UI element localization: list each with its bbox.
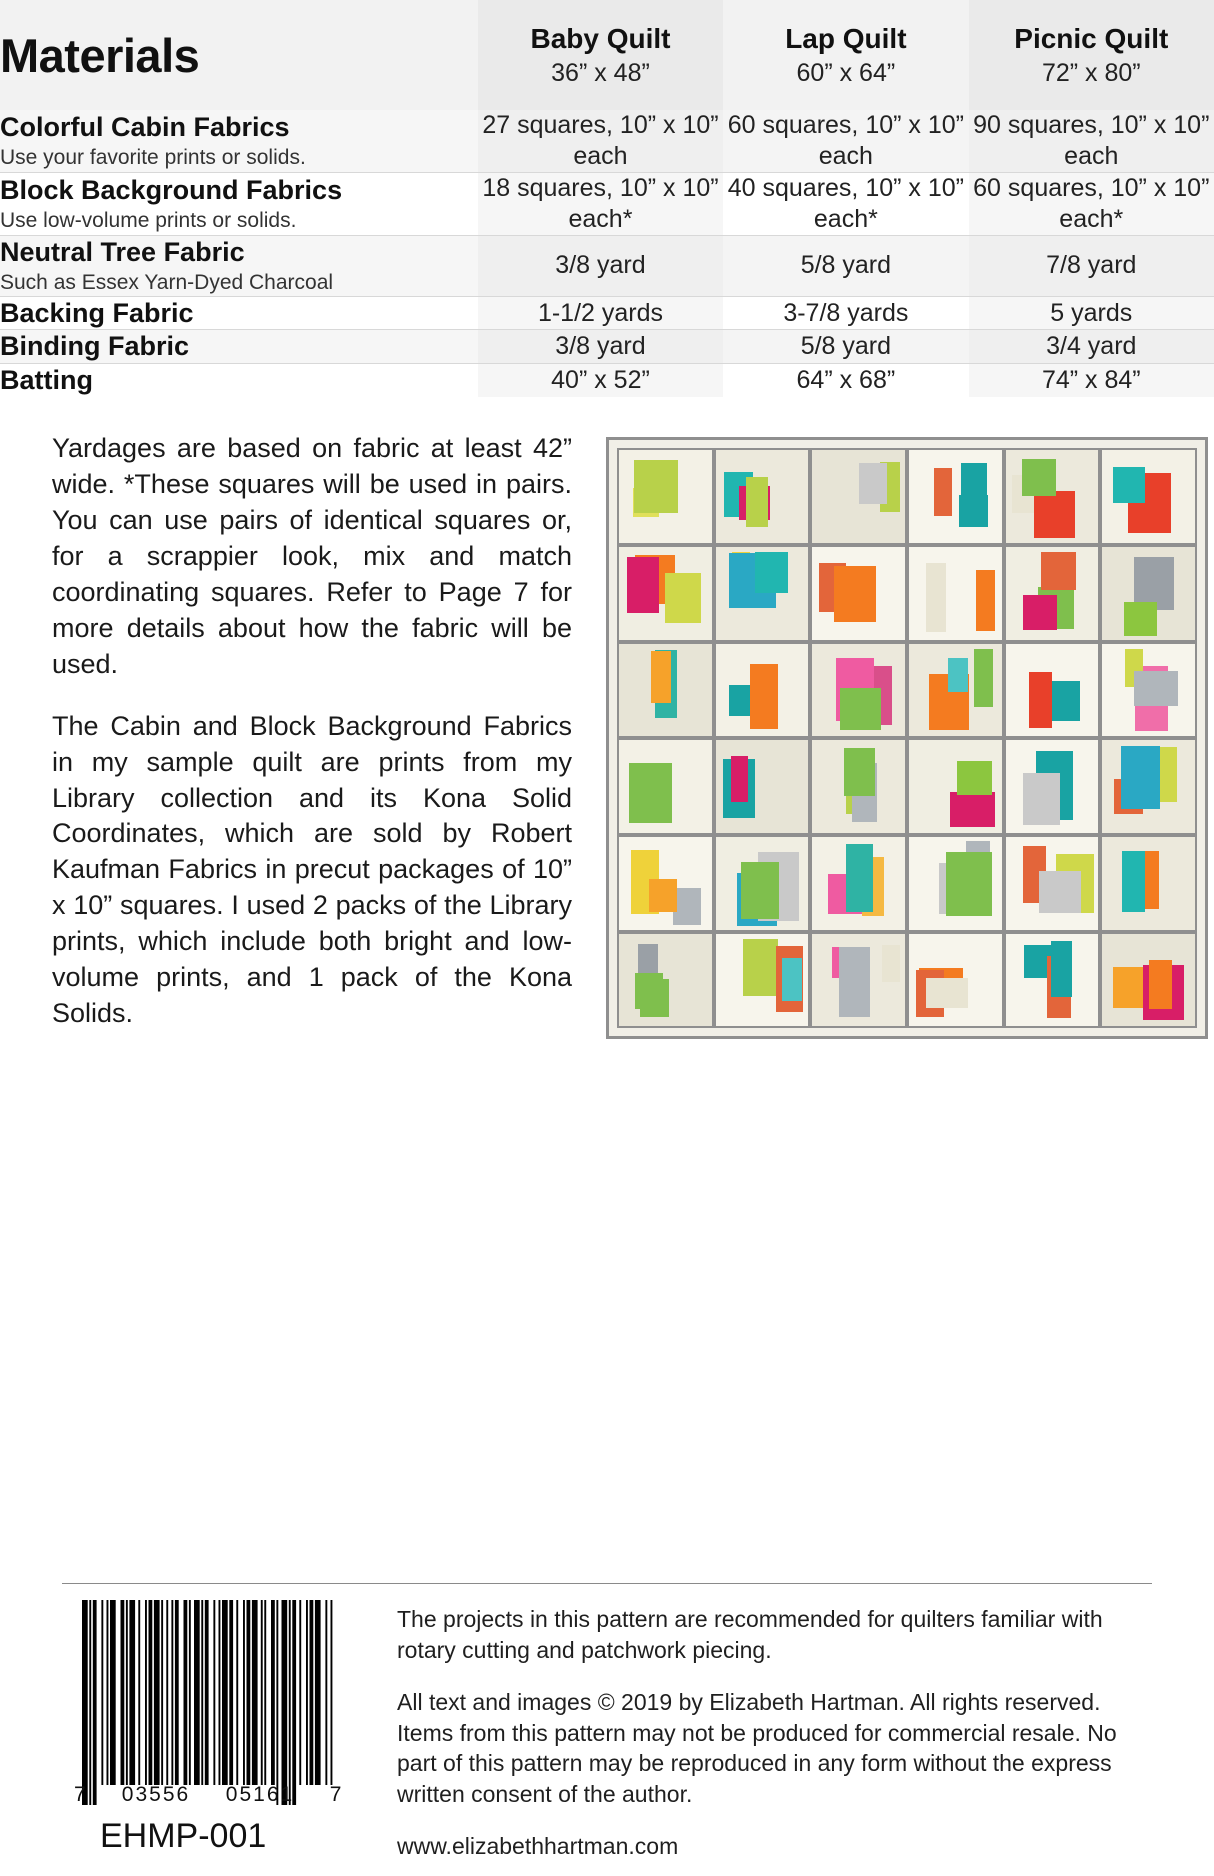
row-label-main: Colorful Cabin Fabrics: [0, 112, 290, 143]
barcode-digit-left: 7: [74, 1783, 87, 1806]
cell-neutral-tree-lap: 5/8 yard: [723, 236, 968, 297]
cell-neutral-tree-picnic: 7/8 yard: [969, 236, 1214, 297]
sku-code: EHMP-001: [100, 1817, 267, 1855]
column-header-baby-dims: 36” x 48”: [551, 58, 650, 87]
row-label-main: Backing Fabric: [0, 297, 194, 328]
cell-backing-lap: 3-7/8 yards: [723, 296, 968, 330]
cell-backing-baby: 1-1/2 yards: [478, 296, 723, 330]
column-header-lap-dims: 60” x 64”: [796, 58, 896, 87]
table-row: [0, 330, 1214, 364]
notes-column: [52, 431, 572, 1058]
column-header-picnic: [969, 0, 1214, 110]
note-paragraph-fabrics: The Cabin and Block Background Fabrics in my sample quilt are prints from my Library collection and its Kona Solid Coordinates, which are sold by Robert Kaufman Fabrics in precut packages of 10” x 10” squares. I used 2 packs of the Library prints, which include both bright and low-volume prints, and 1 pack of the Kona Solids.: [52, 710, 572, 1028]
cell-binding-picnic: 3/4 yard: [969, 330, 1214, 364]
row-label-sub: Use your favorite prints or solids.: [0, 146, 306, 170]
table-row: [0, 296, 1214, 330]
barcode-digit-right: 7: [329, 1783, 342, 1806]
quilt-blocks-canvas: [617, 448, 1197, 1028]
cell-colorful-cabin-picnic: 90 squares, 10” x 10” each: [969, 110, 1214, 173]
footer-divider: [62, 1583, 1152, 1584]
cell-block-background-picnic: 60 squares, 10” x 10” each*: [969, 173, 1214, 236]
barcode-digits: [74, 1783, 342, 1807]
cell-block-background-lap: 40 squares, 10” x 10” each*: [723, 173, 968, 236]
row-label-block-background: [0, 173, 478, 236]
cell-batting-picnic: 74” x 84”: [969, 364, 1214, 397]
table-row: [0, 364, 1214, 397]
row-label-batting: [0, 364, 478, 397]
cell-binding-lap: 5/8 yard: [723, 330, 968, 364]
barcode-digit-group-2: 05161: [225, 1783, 295, 1806]
cell-neutral-tree-baby: 3/8 yard: [478, 236, 723, 297]
table-header-row: [0, 0, 1214, 110]
sample-quilt-photo: [606, 437, 1208, 1039]
quilt-photo-column: [606, 431, 1202, 1039]
row-label-backing: [0, 296, 478, 330]
legal-column: [397, 1600, 1162, 1862]
cell-backing-picnic: 5 yards: [969, 296, 1214, 330]
cell-colorful-cabin-lap: 60 squares, 10” x 10” each: [723, 110, 968, 173]
column-header-lap-name: Lap Quilt: [785, 22, 907, 54]
cell-colorful-cabin-baby: 27 squares, 10” x 10” each: [478, 110, 723, 173]
barcode-column: [52, 1600, 367, 1862]
copyright-text: All text and images © 2019 by Elizabeth Hartman. All rights reserved. Items from this pattern may not be produced for commercial resale. No part of this pattern may be reproduced in any form without the express written consent of the author.: [397, 1689, 1117, 1807]
notes-and-photo-section: [0, 431, 1214, 1058]
row-label-colorful-cabin: [0, 110, 478, 173]
row-label-main: Block Background Fabrics: [0, 175, 343, 206]
note-paragraph-yardages: Yardages are based on fabric at least 42” wide. *These squares will be used in pairs. You can use pairs of identical squares or, for a scrappier look, mix and match coordinating squares. Refer to Page 7 for more details about how the fabric will be used.: [52, 433, 572, 679]
row-label-main: Binding Fabric: [0, 331, 189, 362]
row-label-binding: [0, 330, 478, 364]
cell-batting-baby: 40” x 52”: [478, 364, 723, 397]
column-header-lap: [723, 0, 968, 110]
table-row: [0, 110, 1214, 173]
column-header-picnic-name: Picnic Quilt: [1014, 22, 1169, 54]
row-label-sub: Such as Essex Yarn-Dyed Charcoal: [0, 270, 334, 294]
website-link[interactable]: www.elizabethhartman.com: [397, 1833, 679, 1860]
column-header-picnic-dims: 72” x 80”: [1041, 58, 1141, 87]
page-title: Materials: [0, 0, 478, 110]
table-row: [0, 173, 1214, 236]
cell-binding-baby: 3/8 yard: [478, 330, 723, 364]
recommendation-text: The projects in this pattern are recommended for quilters familiar with rotary cutting and patchwork piecing.: [397, 1606, 1103, 1663]
row-label-main: Batting: [0, 365, 93, 396]
row-label-main: Neutral Tree Fabric: [0, 237, 245, 267]
row-label-sub: Use low-volume prints or solids.: [0, 209, 297, 233]
barcode-icon: [82, 1600, 337, 1805]
materials-table: [0, 0, 1214, 397]
barcode-digit-group-1: 03556: [121, 1783, 191, 1806]
table-row: [0, 236, 1214, 297]
column-header-baby: [478, 0, 723, 110]
row-label-neutral-tree: [0, 236, 478, 297]
column-header-baby-name: Baby Quilt: [530, 22, 671, 54]
footer: [0, 1600, 1214, 1862]
cell-batting-lap: 64” x 68”: [723, 364, 968, 397]
cell-block-background-baby: 18 squares, 10” x 10” each*: [478, 173, 723, 236]
